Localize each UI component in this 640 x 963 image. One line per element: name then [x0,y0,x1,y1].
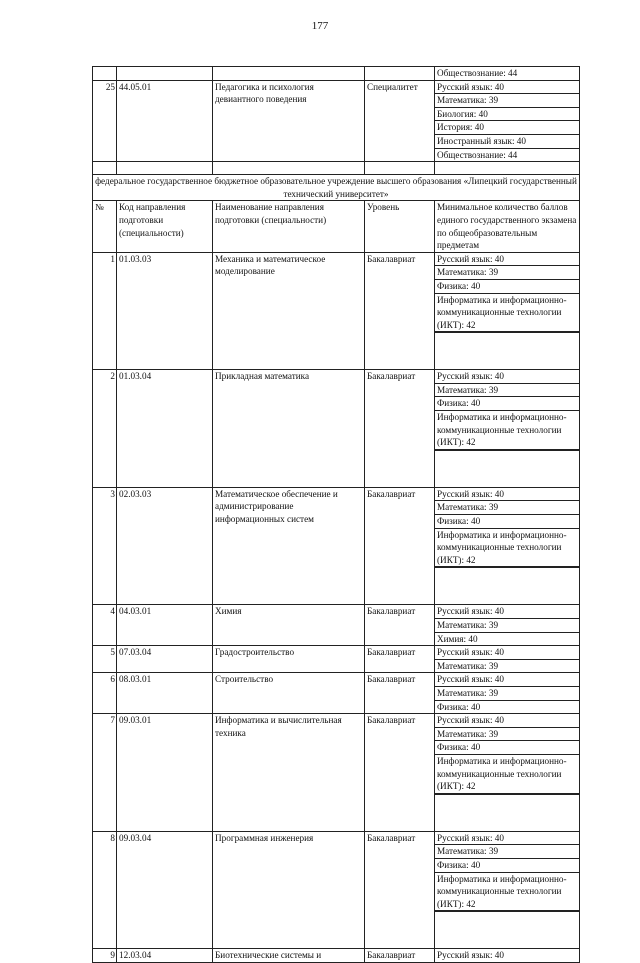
table-row [93,487,580,605]
row-number: 1 [93,252,117,370]
level: Бакалавриат [365,605,435,646]
empty-space [435,450,579,487]
direction-name: Педагогика и психология девиантного поведения [213,80,365,162]
table-row [93,67,580,81]
subject-score: Русский язык: 40 [435,605,579,619]
table-row [93,252,580,370]
empty-space [435,332,579,369]
organization-name: федеральное государственное бюджетное образовательное учреждение высшего образования «Липецкий государственный технический университет» [93,175,580,201]
subject-score: Математика: 39 [435,728,579,742]
table-row [93,605,580,646]
direction-name: Строительство [213,673,365,714]
subject-score: Русский язык: 40 [435,673,579,687]
row-number: 6 [93,673,117,714]
direction-code: 44.05.01 [117,80,213,162]
level: Бакалавриат [365,487,435,605]
direction-code: 02.03.03 [117,487,213,605]
subject-score: Биология: 40 [435,108,579,122]
direction-name: Градостроительство [213,646,365,673]
subject-score: Физика: 40 [435,280,579,294]
row-number: 25 [93,80,117,162]
subject-score: Физика: 40 [435,515,579,529]
subject-score: Математика: 39 [435,845,579,859]
subject-score: Информатика и информационно-коммуникационные технологии (ИКТ): 42 [435,411,579,450]
subject-score: Обществознание: 44 [437,149,518,160]
subject-score: Физика: 40 [437,701,481,712]
min-score-cell [435,949,580,963]
subject-score: Русский язык: 40 [435,646,579,660]
subject-score: Информатика и информационно-коммуникационные технологии (ИКТ): 42 [435,294,579,333]
empty-space [435,794,579,831]
subject-score: Русский язык: 40 [435,370,579,384]
level: Бакалавриат [365,646,435,673]
row-number: 3 [93,487,117,605]
min-score-cell [435,714,580,832]
level: Бакалавриат [365,252,435,370]
min-score-cell [435,605,580,646]
header-name: Наименование направления подготовки (специальности) [213,201,365,252]
level: Бакалавриат [365,714,435,832]
direction-name: Информатика и вычислительная техника [213,714,365,832]
direction-code: 09.03.01 [117,714,213,832]
direction-code: 09.03.04 [117,831,213,949]
subject-score: Русский язык: 40 [435,714,579,728]
row-number: 5 [93,646,117,673]
subject-score: История: 40 [435,121,579,135]
subject-score: Математика: 39 [435,619,579,633]
subject-score: Математика: 39 [435,687,579,701]
table-row [93,831,580,949]
direction-name: Химия [213,605,365,646]
subject-score: Информатика и информационно-коммуникационные технологии (ИКТ): 42 [435,755,579,794]
min-score-cell [435,831,580,949]
table-row [93,370,580,488]
table-row [93,80,580,162]
min-score-cell [435,80,580,162]
header-level: Уровень [365,201,435,252]
subject-score: Русский язык: 40 [435,832,579,846]
subject-score: Информатика и информационно-коммуникационные технологии (ИКТ): 42 [435,529,579,568]
subject-score: Математика: 39 [435,384,579,398]
subject-score: Русский язык: 40 [435,81,579,95]
table-header [93,201,580,252]
subject-score: Русский язык: 40 [437,950,504,961]
direction-name: Биотехнические системы и [213,949,365,963]
subject-score: Русский язык: 40 [435,488,579,502]
subject-score: Иностранный язык: 40 [435,135,579,149]
min-score-cell [435,67,580,81]
table-row [93,162,580,175]
min-score-cell [435,487,580,605]
header-min-score: Минимальное количество баллов единого государственного экзамена по общеобразовательным предметам [435,201,580,252]
direction-code: 01.03.03 [117,252,213,370]
min-score-cell [435,673,580,714]
organization-row [93,175,580,201]
direction-name: Математическое обеспечение и администрирование информационных систем [213,487,365,605]
direction-code: 04.03.01 [117,605,213,646]
row-number: 4 [93,605,117,646]
subject-score: Математика: 39 [435,501,579,515]
subject-score: Математика: 39 [435,94,579,108]
table-row [93,714,580,832]
subject-score: Обществознание: 44 [437,68,518,78]
level: Бакалавриат [365,673,435,714]
min-score-cell [435,252,580,370]
admission-table [92,66,580,963]
empty-space [435,567,579,604]
page-number: 177 [311,20,329,32]
header-code: Код направления подготовки (специальности) [117,201,213,252]
table-row [93,949,580,963]
direction-name: Прикладная математика [213,370,365,488]
direction-code: 07.03.04 [117,646,213,673]
table-row [93,646,580,673]
subject-score: Информатика и информационно-коммуникационные технологии (ИКТ): 42 [435,873,579,912]
level: Бакалавриат [365,370,435,488]
empty-space [435,911,579,948]
level: Бакалавриат [365,949,435,963]
level: Бакалавриат [365,831,435,949]
subject-score: Математика: 39 [437,660,499,671]
table-row [93,673,580,714]
row-number: 9 [93,949,117,963]
direction-code: 12.03.04 [117,949,213,963]
direction-name: Программная инженерия [213,831,365,949]
row-number: 8 [93,831,117,949]
row-number: 7 [93,714,117,832]
header-num: № [93,201,117,252]
direction-name: Механика и математическое моделирование [213,252,365,370]
subject-score: Физика: 40 [435,741,579,755]
subject-score: Физика: 40 [435,397,579,411]
min-score-cell [435,646,580,673]
subject-score: Химия: 40 [437,633,478,644]
row-number: 2 [93,370,117,488]
min-score-cell [435,370,580,488]
direction-code: 01.03.04 [117,370,213,488]
level: Специалитет [365,80,435,162]
subject-score: Русский язык: 40 [435,253,579,267]
direction-code: 08.03.01 [117,673,213,714]
subject-score: Математика: 39 [435,266,579,280]
subject-score: Физика: 40 [435,859,579,873]
